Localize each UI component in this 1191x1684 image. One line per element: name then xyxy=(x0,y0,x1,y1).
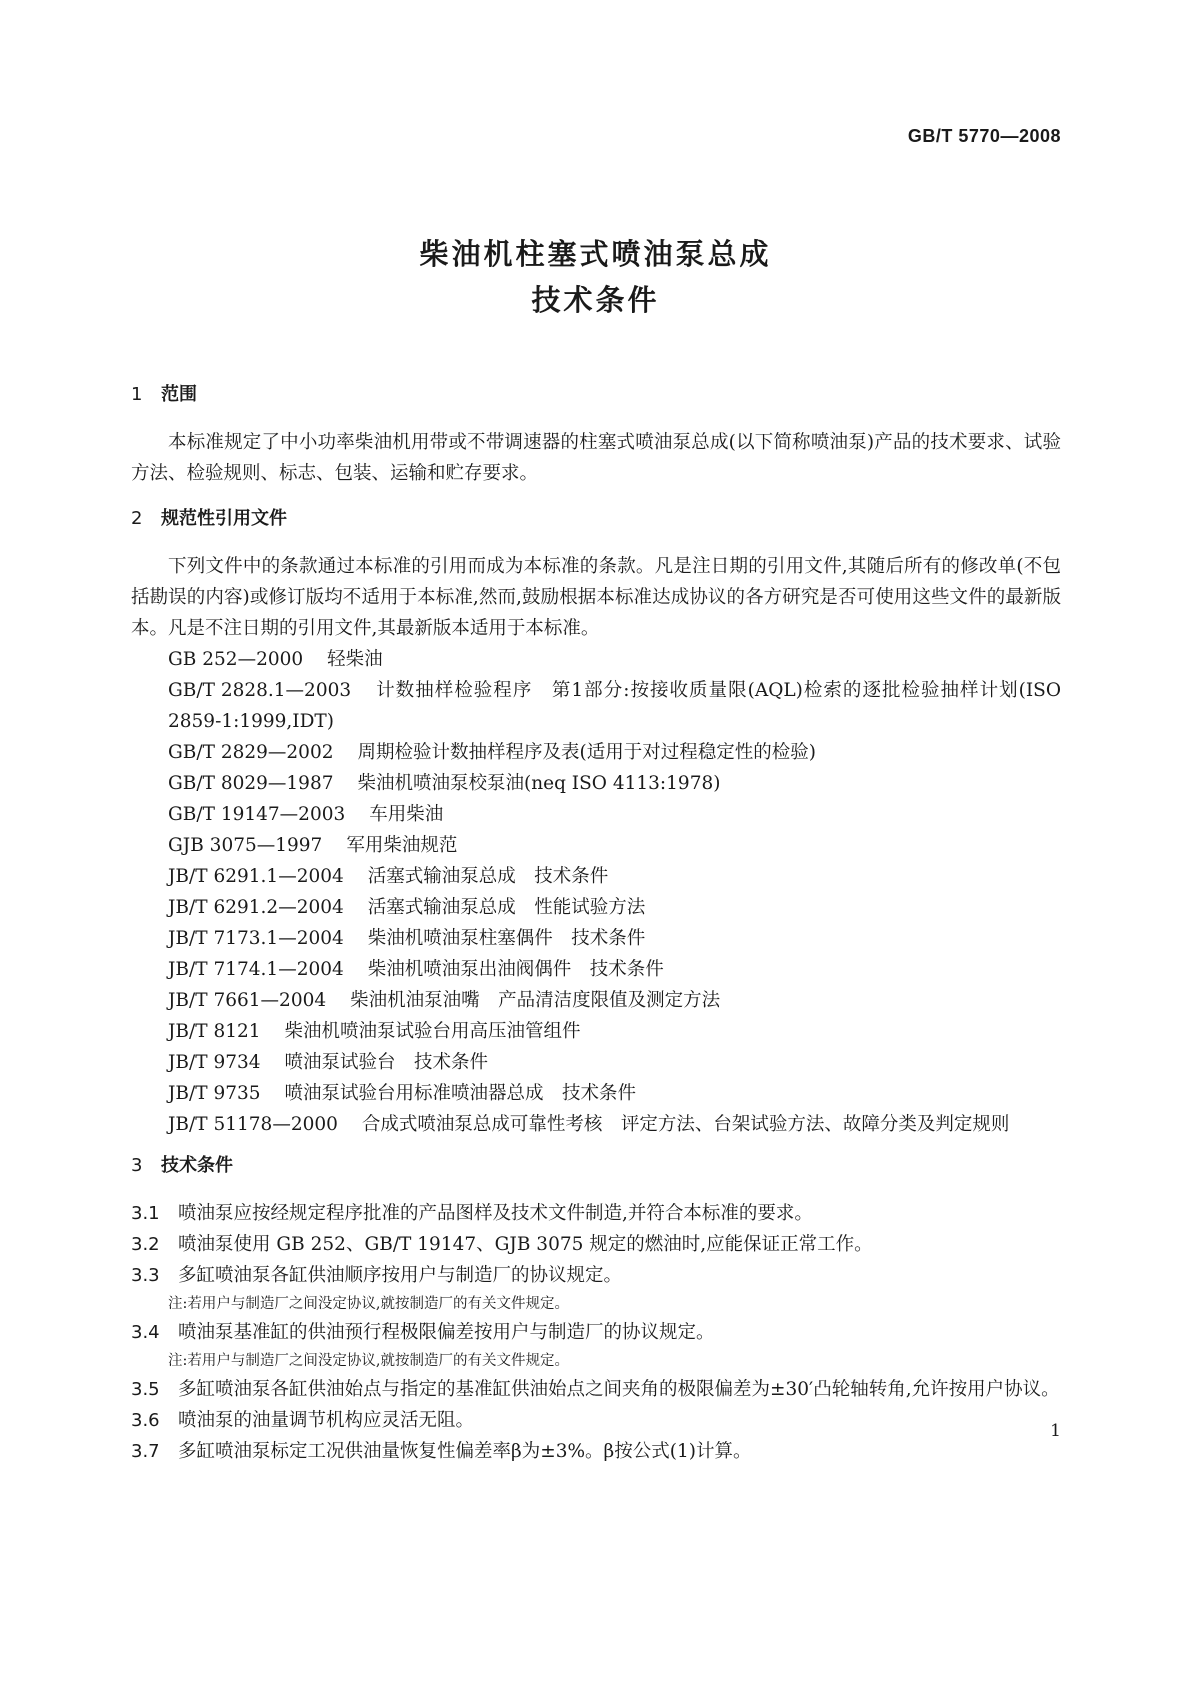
clause-3-1 xyxy=(131,1198,1061,1229)
reference-title: 柴油机喷油泵柱塞偶件 技术条件 xyxy=(367,928,646,949)
reference-item xyxy=(131,954,1061,985)
clause-number: 3.7 xyxy=(131,1441,160,1462)
reference-code: GB/T 2828.1—2003 xyxy=(168,680,352,701)
reference-item xyxy=(131,1047,1061,1078)
reference-item xyxy=(131,861,1061,892)
reference-title: 轻柴油 xyxy=(327,649,383,670)
reference-title: 柴油机喷油泵校泵油(neq ISO 4113:1978) xyxy=(357,773,721,794)
reference-item xyxy=(131,644,1061,675)
reference-item xyxy=(131,675,1061,737)
reference-code: GB/T 19147—2003 xyxy=(168,804,346,825)
reference-title: 柴油机油泵油嘴 产品清洁度限值及测定方法 xyxy=(350,990,721,1011)
section-number: 2 xyxy=(131,508,143,529)
section-number: 1 xyxy=(131,384,143,405)
clause-3-2 xyxy=(131,1229,1061,1260)
reference-title: 活塞式输油泵总成 性能试验方法 xyxy=(367,897,646,918)
reference-code: JB/T 8121 xyxy=(168,1021,261,1042)
clause-3-5 xyxy=(131,1374,1061,1405)
reference-title: 车用柴油 xyxy=(369,804,444,825)
reference-item xyxy=(131,799,1061,830)
clause-number: 3.1 xyxy=(131,1203,160,1224)
reference-title: 柴油机喷油泵试验台用高压油管组件 xyxy=(284,1021,581,1042)
reference-item xyxy=(131,1016,1061,1047)
reference-title: 周期检验计数抽样程序及表(适用于对过程稳定性的检验) xyxy=(357,742,816,763)
clause-text: 多缸喷油泵各缸供油顺序按用户与制造厂的协议规定。 xyxy=(178,1265,623,1286)
reference-code: GJB 3075—1997 xyxy=(168,835,323,856)
reference-title: 活塞式输油泵总成 技术条件 xyxy=(367,866,609,887)
reference-title: 柴油机喷油泵出油阀偶件 技术条件 xyxy=(367,959,664,980)
reference-item xyxy=(131,985,1061,1016)
clause-text: 喷油泵的油量调节机构应灵活无阻。 xyxy=(178,1410,475,1431)
clause-3-7 xyxy=(131,1436,1061,1467)
reference-code: JB/T 9734 xyxy=(168,1052,261,1073)
note: 注:若用户与制造厂之间没定协议,就按制造厂的有关文件规定。 xyxy=(168,1296,569,1312)
clause-text: 喷油泵基准缸的供油预行程极限偏差按用户与制造厂的协议规定。 xyxy=(178,1322,715,1343)
reference-item xyxy=(131,1078,1061,1109)
document-title-line1: 柴油机柱塞式喷油泵总成 xyxy=(419,237,772,271)
document-title-line2: 技术条件 xyxy=(531,283,660,317)
reference-code: GB 252—2000 xyxy=(168,649,304,670)
standard-code: GB/T 5770—2008 xyxy=(907,126,1061,146)
reference-code: GB/T 2829—2002 xyxy=(168,742,334,763)
note: 注:若用户与制造厂之间没定协议,就按制造厂的有关文件规定。 xyxy=(168,1353,569,1369)
references-intro-paragraph: 下列文件中的条款通过本标准的引用而成为本标准的条款。凡是注日期的引用文件,其随后所有的修改单(不包括勘误的内容)或修订版均不适用于本标准,然而,鼓励根据本标准达成协议的各方研究是否可使用这些文件的最新版本。凡是不注日期的引用文件,其最新版本适用于本标准。 xyxy=(131,556,1061,639)
reference-code: JB/T 9735 xyxy=(168,1083,261,1104)
reference-code: JB/T 7173.1—2004 xyxy=(168,928,344,949)
clause-text: 喷油泵应按经规定程序批准的产品图样及技术文件制造,并符合本标准的要求。 xyxy=(178,1203,813,1224)
section-title: 技术条件 xyxy=(161,1155,233,1176)
section-heading-normative-references xyxy=(131,507,1061,531)
reference-code: JB/T 7661—2004 xyxy=(168,990,327,1011)
reference-item xyxy=(131,768,1061,799)
section-heading-scope xyxy=(131,383,1061,407)
reference-title: 喷油泵试验台 技术条件 xyxy=(284,1052,489,1073)
reference-code: GB/T 8029—1987 xyxy=(168,773,334,794)
clause-text: 喷油泵使用 GB 252、GB/T 19147、GJB 3075 规定的燃油时,应能保证正常工作。 xyxy=(178,1234,873,1255)
reference-code: JB/T 7174.1—2004 xyxy=(168,959,344,980)
reference-item xyxy=(131,830,1061,861)
reference-item xyxy=(131,923,1061,954)
clause-3-3 xyxy=(131,1260,1061,1291)
section-number: 3 xyxy=(131,1155,143,1176)
reference-code: JB/T 6291.1—2004 xyxy=(168,866,344,887)
reference-code: JB/T 51178—2000 xyxy=(168,1114,338,1135)
reference-item xyxy=(131,1109,1061,1140)
clause-number: 3.6 xyxy=(131,1410,160,1431)
reference-title: 喷油泵试验台用标准喷油器总成 技术条件 xyxy=(284,1083,637,1104)
scope-paragraph: 本标准规定了中小功率柴油机用带或不带调速器的柱塞式喷油泵总成(以下简称喷油泵)产品的技术要求、试验方法、检验规则、标志、包装、运输和贮存要求。 xyxy=(131,432,1061,484)
section-heading-technical-requirements xyxy=(131,1154,1061,1178)
clause-number: 3.3 xyxy=(131,1265,160,1286)
section-title: 规范性引用文件 xyxy=(161,508,287,529)
clause-text: 多缸喷油泵各缸供油始点与指定的基准缸供油始点之间夹角的极限偏差为±30′凸轮轴转角,允许按用户协议。 xyxy=(178,1379,1060,1400)
reference-title: 合成式喷油泵总成可靠性考核 评定方法、台架试验方法、故障分类及判定规则 xyxy=(361,1114,1010,1135)
clause-3-4 xyxy=(131,1317,1061,1348)
reference-item xyxy=(131,737,1061,768)
section-title: 范围 xyxy=(161,384,197,405)
reference-title: 军用柴油规范 xyxy=(346,835,458,856)
clause-number: 3.4 xyxy=(131,1322,160,1343)
reference-code: JB/T 6291.2—2004 xyxy=(168,897,344,918)
clause-text: 多缸喷油泵标定工况供油量恢复性偏差率β为±3%。β按公式(1)计算。 xyxy=(178,1441,752,1462)
document-body xyxy=(131,383,1061,1467)
clause-number: 3.2 xyxy=(131,1234,160,1255)
clause-3-6 xyxy=(131,1405,1061,1436)
reference-title: 计数抽样检验程序 第1部分:按接收质量限(AQL)检索的逐批检验抽样计划(ISO 2859-1:1999,IDT) xyxy=(168,680,1061,732)
clause-number: 3.5 xyxy=(131,1379,160,1400)
reference-item xyxy=(131,892,1061,923)
page-number: 1 xyxy=(1050,1421,1061,1441)
